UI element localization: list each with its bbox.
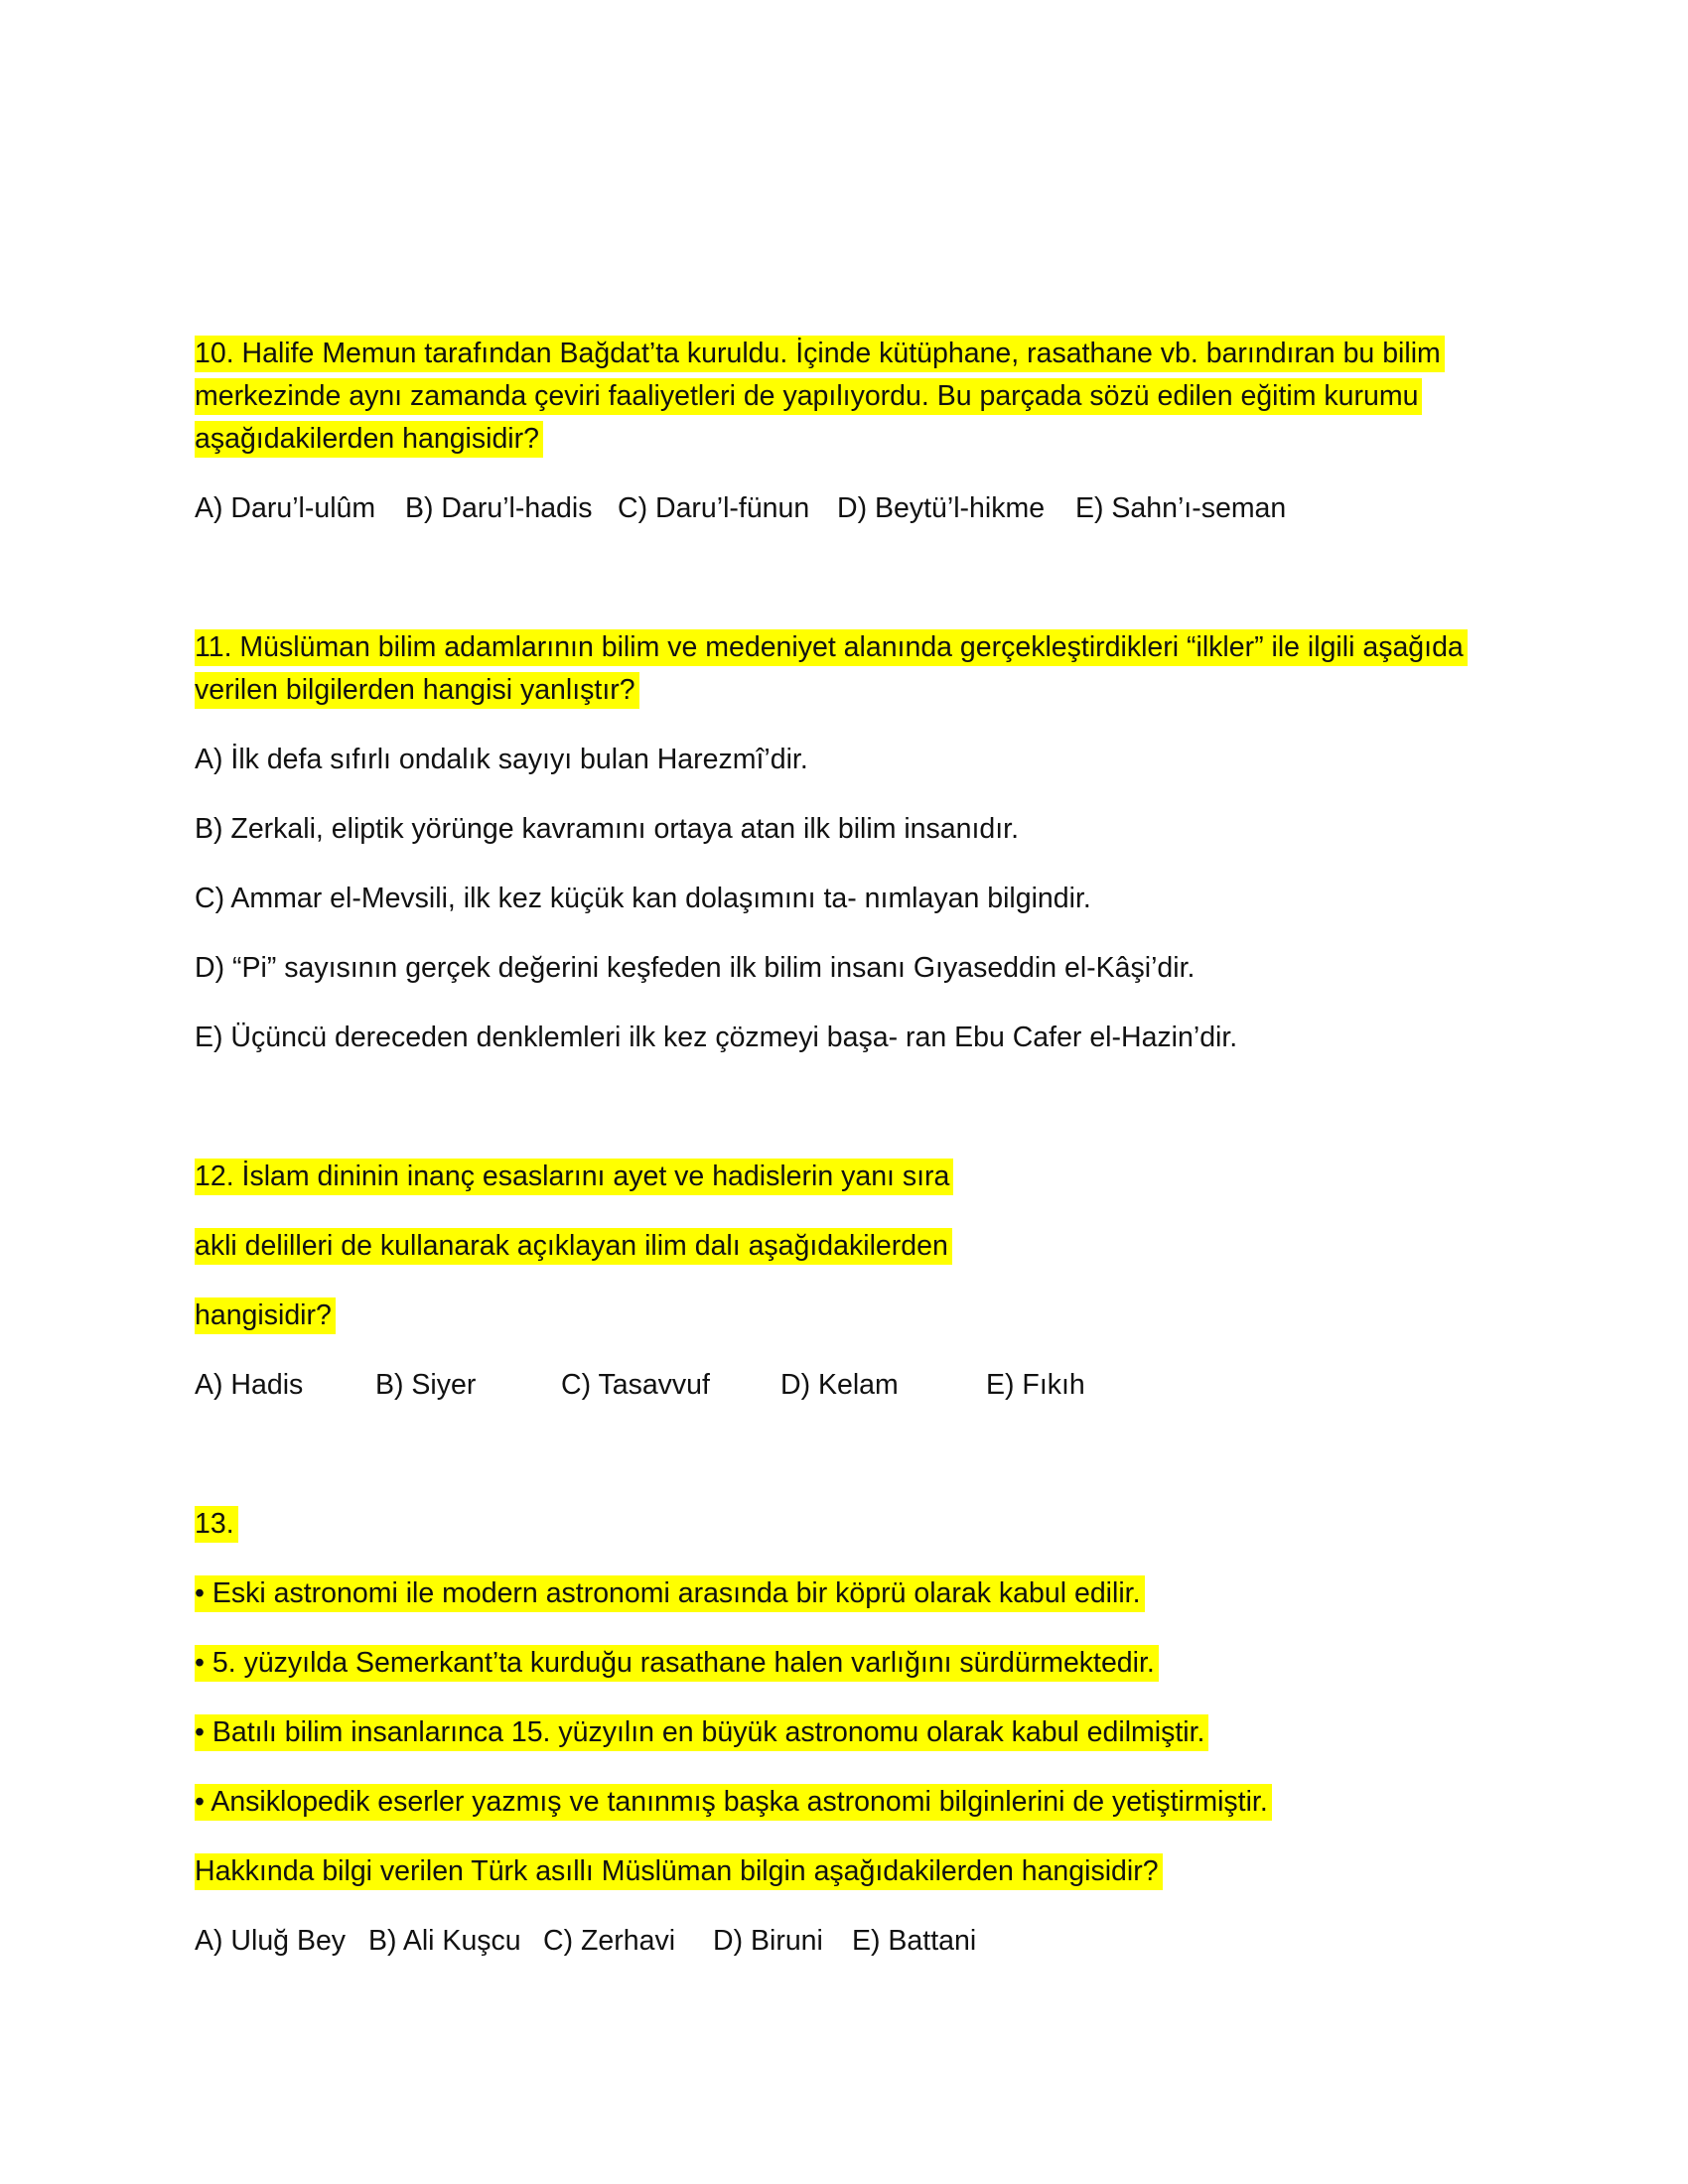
question-text-line: akli delilleri de kullanarak açıklayan ilim dalı aşağıdakilerden: [195, 1226, 952, 1266]
bullet-item: • Batılı bilim insanlarınca 15. yüzyılın en büyük astronomu olarak kabul edilmiştir.: [195, 1712, 1208, 1752]
question-text-line: merkezinde aynı zamanda çeviri faaliyetleri de yapılıyordu. Bu parçada sözü edilen eğitim kurumu: [195, 376, 1422, 416]
option-a: A) İlk defa sıfırlı ondalık sayıyı bulan Harezmî’dir.: [195, 744, 808, 775]
option-b: B) Daru’l-hadis: [405, 492, 593, 524]
option-e: E) Battani: [852, 1925, 977, 1957]
option-e: E) Sahn’ı-seman: [1075, 492, 1287, 524]
option-c: C) Daru’l-fünun: [618, 492, 810, 524]
option-d: D) “Pi” sayısının gerçek değerini keşfeden ilk bilim insanı Gıyaseddin el-Kâşi’dir.: [195, 952, 1196, 984]
option-d: D) Biruni: [713, 1925, 823, 1957]
question-text-line: hangisidir?: [195, 1296, 336, 1335]
question-text-line: verilen bilgilerden hangisi yanlıştır?: [195, 670, 639, 710]
question-text-line: aşağıdakilerden hangisidir?: [195, 419, 543, 459]
option-c: C) Tasavvuf: [561, 1369, 710, 1401]
option-d: D) Kelam: [780, 1369, 899, 1401]
option-b: B) Zerkali, eliptik yörünge kavramını ortaya atan ilk bilim insanıdır.: [195, 813, 1020, 845]
option-e: E) Fıkıh: [986, 1369, 1085, 1401]
bullet-item: • 5. yüzyılda Semerkant’ta kurduğu rasathane halen varlığını sürdürmektedir.: [195, 1643, 1159, 1683]
question-text-line: 12. İslam dininin inanç esaslarını ayet ve hadislerin yanı sıra: [195, 1157, 953, 1196]
option-c: C) Ammar el-Mevsili, ilk kez küçük kan dolaşımını ta- nımlayan bilgindir.: [195, 883, 1091, 914]
option-a: A) Hadis: [195, 1369, 304, 1401]
bullet-item: • Eski astronomi ile modern astronomi arasında bir köprü olarak kabul edilir.: [195, 1573, 1145, 1613]
option-a: A) Uluğ Bey: [195, 1925, 347, 1957]
question-text-line: 10. Halife Memun tarafından Bağdat’ta kuruldu. İçinde kütüphane, rasathane vb. barındıran bu bilim: [195, 334, 1445, 373]
option-e: E) Üçüncü dereceden denklemleri ilk kez çözmeyi başa- ran Ebu Cafer el-Hazin’dir.: [195, 1022, 1238, 1053]
option-a: A) Daru’l-ulûm: [195, 492, 376, 524]
option-d: D) Beytü’l-hikme: [837, 492, 1046, 524]
question-text-line: 11. Müslüman bilim adamlarının bilim ve medeniyet alanında gerçekleştirdikleri “ilkler” ile ilgili aşağıda: [195, 627, 1468, 667]
question-text-line: Hakkında bilgi verilen Türk asıllı Müslüman bilgin aşağıdakilerden hangisidir?: [195, 1851, 1163, 1891]
option-b: B) Ali Kuşcu: [368, 1925, 521, 1957]
bullet-item: • Ansiklopedik eserler yazmış ve tanınmış başka astronomi bilginlerini de yetiştirmiştir.: [195, 1782, 1272, 1822]
option-b: B) Siyer: [375, 1369, 477, 1401]
option-c: C) Zerhavi: [543, 1925, 676, 1957]
question-number: 13.: [195, 1504, 238, 1544]
